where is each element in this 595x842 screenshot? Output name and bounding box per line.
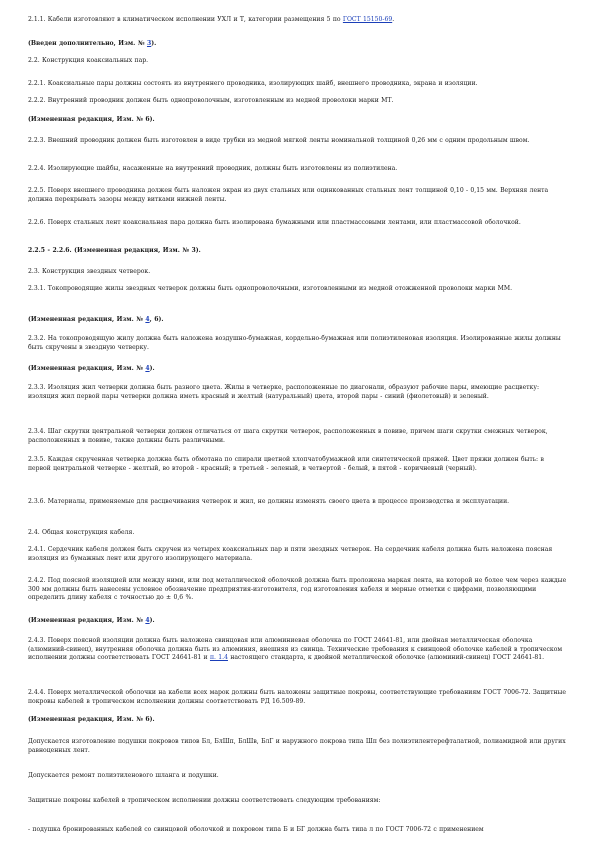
paragraph-text: (Измененная редакция, Изм. № 6). [28, 116, 155, 123]
paragraph-text: ). [149, 365, 155, 372]
paragraph [28, 738, 568, 755]
paragraph-text: 2.3.3. Изоляция жил четверки должна быть разного цвета. Жилы в четверке, расположенные по диагонали, образуют рабочие пары, имеющие расцветку: изоляция жил первой пары четверки должна иметь красный и желтый (натуральный) цвета, второй пары - синий (фиолетовый) и зеленый. [28, 384, 539, 400]
paragraph-text: (Измененная редакция, Изм. № [28, 617, 146, 624]
paragraph [28, 268, 568, 277]
paragraph-text: 2.2.5 - 2.2.6. (Измененная редакция, Изм. № 3). [28, 247, 201, 254]
paragraph [28, 617, 568, 626]
paragraph [28, 529, 568, 538]
paragraph-text: настоящего стандарта, к двойной металлической оболочке (алюминий-свинец) ГОСТ 24641-81. [227, 654, 545, 662]
reference-link[interactable]: 4 [145, 365, 150, 372]
paragraph [28, 577, 568, 603]
paragraph-text: (Измененная редакция, Изм. № [28, 316, 146, 323]
paragraph [28, 219, 568, 228]
paragraph-text: 2.3.2. На токопроводящую жилу должна быть наложена воздушно-бумажная, кордельно-бумажная или полиэтиленовая изоляция. Изолированные жилы должны быть скручены в звездную четверку. [28, 335, 561, 351]
paragraph [28, 16, 568, 25]
paragraph-text: Допускается изготовление подушки покровов типов Бл, БлШп, БлШв, БлГ и наружного покрова типа Шп без полиэтилентерефталатной, полиамидной или других равноценных лент. [28, 738, 566, 754]
paragraph-text: 2.2.6. Поверх стальных лент коаксиальная пара должна быть изолирована бумажными или пластмассовыми лентами, или пластмассовой оболочкой. [28, 219, 521, 226]
paragraph-text: ). [149, 617, 155, 624]
paragraph [28, 797, 568, 806]
paragraph-text: 2.2.1. Коаксиальные пары должны состоять из внутреннего проводника, изолирующих шайб, внешнего проводника, экрана и изоляции. [28, 80, 478, 87]
paragraph-text: 2.4. Общая конструкция кабеля. [28, 529, 135, 536]
paragraph-text: 2.3. Конструкция звездных четверок. [28, 268, 151, 275]
paragraph-text: 2.3.4. Шаг скрутки центральной четверки должен отличаться от шага скрутки четверок, расположенных в повиве, причем шаги скрутки смежных четверок, расположенных в повиве, также должны быть различными. [28, 428, 548, 444]
paragraph-text: 2.4.4. Поверх металлической оболочки на кабели всех марок должны быть наложены защитные покровы, соответствующие требованиям ГОСТ 7006-72. Защитные покровы кабелей в тропическом исполнении должны соответствовать РД 16.509-89. [28, 689, 566, 705]
paragraph-text: 2.1.1. Кабели изготовляют в климатическом исполнении УХЛ и Т, категории размещения 5 по [28, 16, 343, 23]
paragraph-text: 2.4.3. Поверх поясной изоляции должна быть наложена свинцовая или алюминиевая оболочка по ГОСТ 24641-81, или двойная металлическая оболочка (алюминий-свинец), внутренняя оболочка должна быть из алюминия, внешняя из свинца. Технические требования к свинцовой оболочке кабелей в тропическом исполнении должны соответствовать ГОСТ 24641-81 и [28, 637, 563, 662]
paragraph [28, 57, 568, 66]
reference-link[interactable]: 4 [145, 617, 150, 624]
paragraph [28, 187, 568, 204]
paragraph [28, 826, 568, 835]
paragraph-text: 2.2.2. Внутренний проводник должен быть однопроволочным, изготовленным из медной проволоки марки МТ. [28, 97, 394, 104]
paragraph [28, 456, 568, 473]
paragraph-text: (Измененная редакция, Изм. № 6). [28, 716, 155, 723]
reference-link[interactable]: ГОСТ 15150-69 [342, 16, 393, 23]
paragraph-text: 2.3.1. Токопроводящие жилы звездных четверок должны быть однопроволочными, изготовленными из медной отожженной проволоки марки ММ. [28, 285, 513, 292]
paragraph-text: 2.3.5. Каждая скрученная четверка должна быть обмотана по спирали цветной хлопчатобумажной или синтетической пряжей. Цвет пряжи должен быть: в первой центральной четверке - желтый, во второй - красный; в третьей - зеленый, в четвертой - белый, в пятой - коричневый (черный). [28, 456, 544, 472]
paragraph-text: 2.2.5. Поверх внешнего проводника должен быть наложен экран из двух стальных или оцинкованных стальных лент толщиной 0,10 - 0,15 мм. Верхняя лента должна перекрывать зазоры между витками нижней ленты. [28, 187, 549, 203]
paragraph [28, 97, 568, 106]
paragraph-text: 2.4.1. Сердечник кабеля должен быть скручен из четырех коаксиальных пар и пяти звездных четверок. На сердечник кабеля должна быть наложена поясная изоляция из бумажных лент или другого изолирующего материала. [28, 546, 553, 562]
paragraph-text: Защитные покровы кабелей в тропическом исполнении должны соответствовать следующим требованиям: [28, 797, 381, 804]
paragraph-text: 2.2.4. Изолирующие шайбы, насаженные на внутренний проводник, должны быть изготовлены из полиэтилена. [28, 165, 398, 172]
paragraph [28, 365, 568, 374]
paragraph [28, 285, 568, 294]
paragraph [28, 316, 568, 325]
reference-link[interactable]: п. 1.4 [209, 654, 228, 662]
paragraph [28, 247, 568, 256]
paragraph [28, 428, 568, 445]
paragraph [28, 40, 568, 49]
paragraph [28, 772, 568, 781]
paragraph-text: 2.2. Конструкция коаксиальных пар. [28, 57, 149, 64]
paragraph-text: . [392, 16, 395, 23]
reference-link[interactable]: 3 [146, 40, 152, 47]
paragraph [28, 116, 568, 125]
paragraph-text: 2.2.3. Внешний проводник должен быть изготовлен в виде трубки из медной мягкой ленты номинальной толщиной 0,26 мм с одним продольным швом. [28, 137, 530, 144]
paragraph-text: - подушка бронированных кабелей со свинцовой оболочкой и покровом типа Б и БГ должна быть типа л по ГОСТ 7006-72 с применением [28, 826, 484, 833]
paragraph [28, 546, 568, 563]
paragraph-text: (Измененная редакция, Изм. № [28, 365, 146, 372]
paragraph [28, 637, 568, 663]
paragraph-text: 2.4.2. Под поясной изоляцией или между ними, или под металлической оболочкой должна быть проложена маркая лента, на которой не более чем через каждые 300 мм должны быть нанесены условное обозначение предприятия-изготовителя, год изготовления кабеля и мерные отметки с цифрами, позволяющими определить длину кабеля с точностью до ± 0,6 %. [28, 577, 567, 602]
paragraph-text: , 6). [149, 316, 164, 323]
paragraph-text: (Введен дополнительно, Изм. № [28, 40, 147, 47]
paragraph-text: 2.3.6. Материалы, применяемые для расцвечивания четверок и жил, не должны изменять своего цвета в процессе производства и эксплуатации. [28, 498, 510, 505]
paragraph [28, 384, 568, 401]
paragraph [28, 498, 568, 507]
paragraph [28, 716, 568, 725]
paragraph-text: Допускается ремонт полиэтиленового шланга и подушки. [28, 772, 219, 779]
paragraph [28, 80, 568, 89]
paragraph [28, 137, 568, 146]
paragraph [28, 689, 568, 706]
paragraph [28, 335, 568, 352]
paragraph [28, 165, 568, 174]
paragraph-text: ). [151, 40, 157, 47]
reference-link[interactable]: 4 [145, 316, 150, 323]
